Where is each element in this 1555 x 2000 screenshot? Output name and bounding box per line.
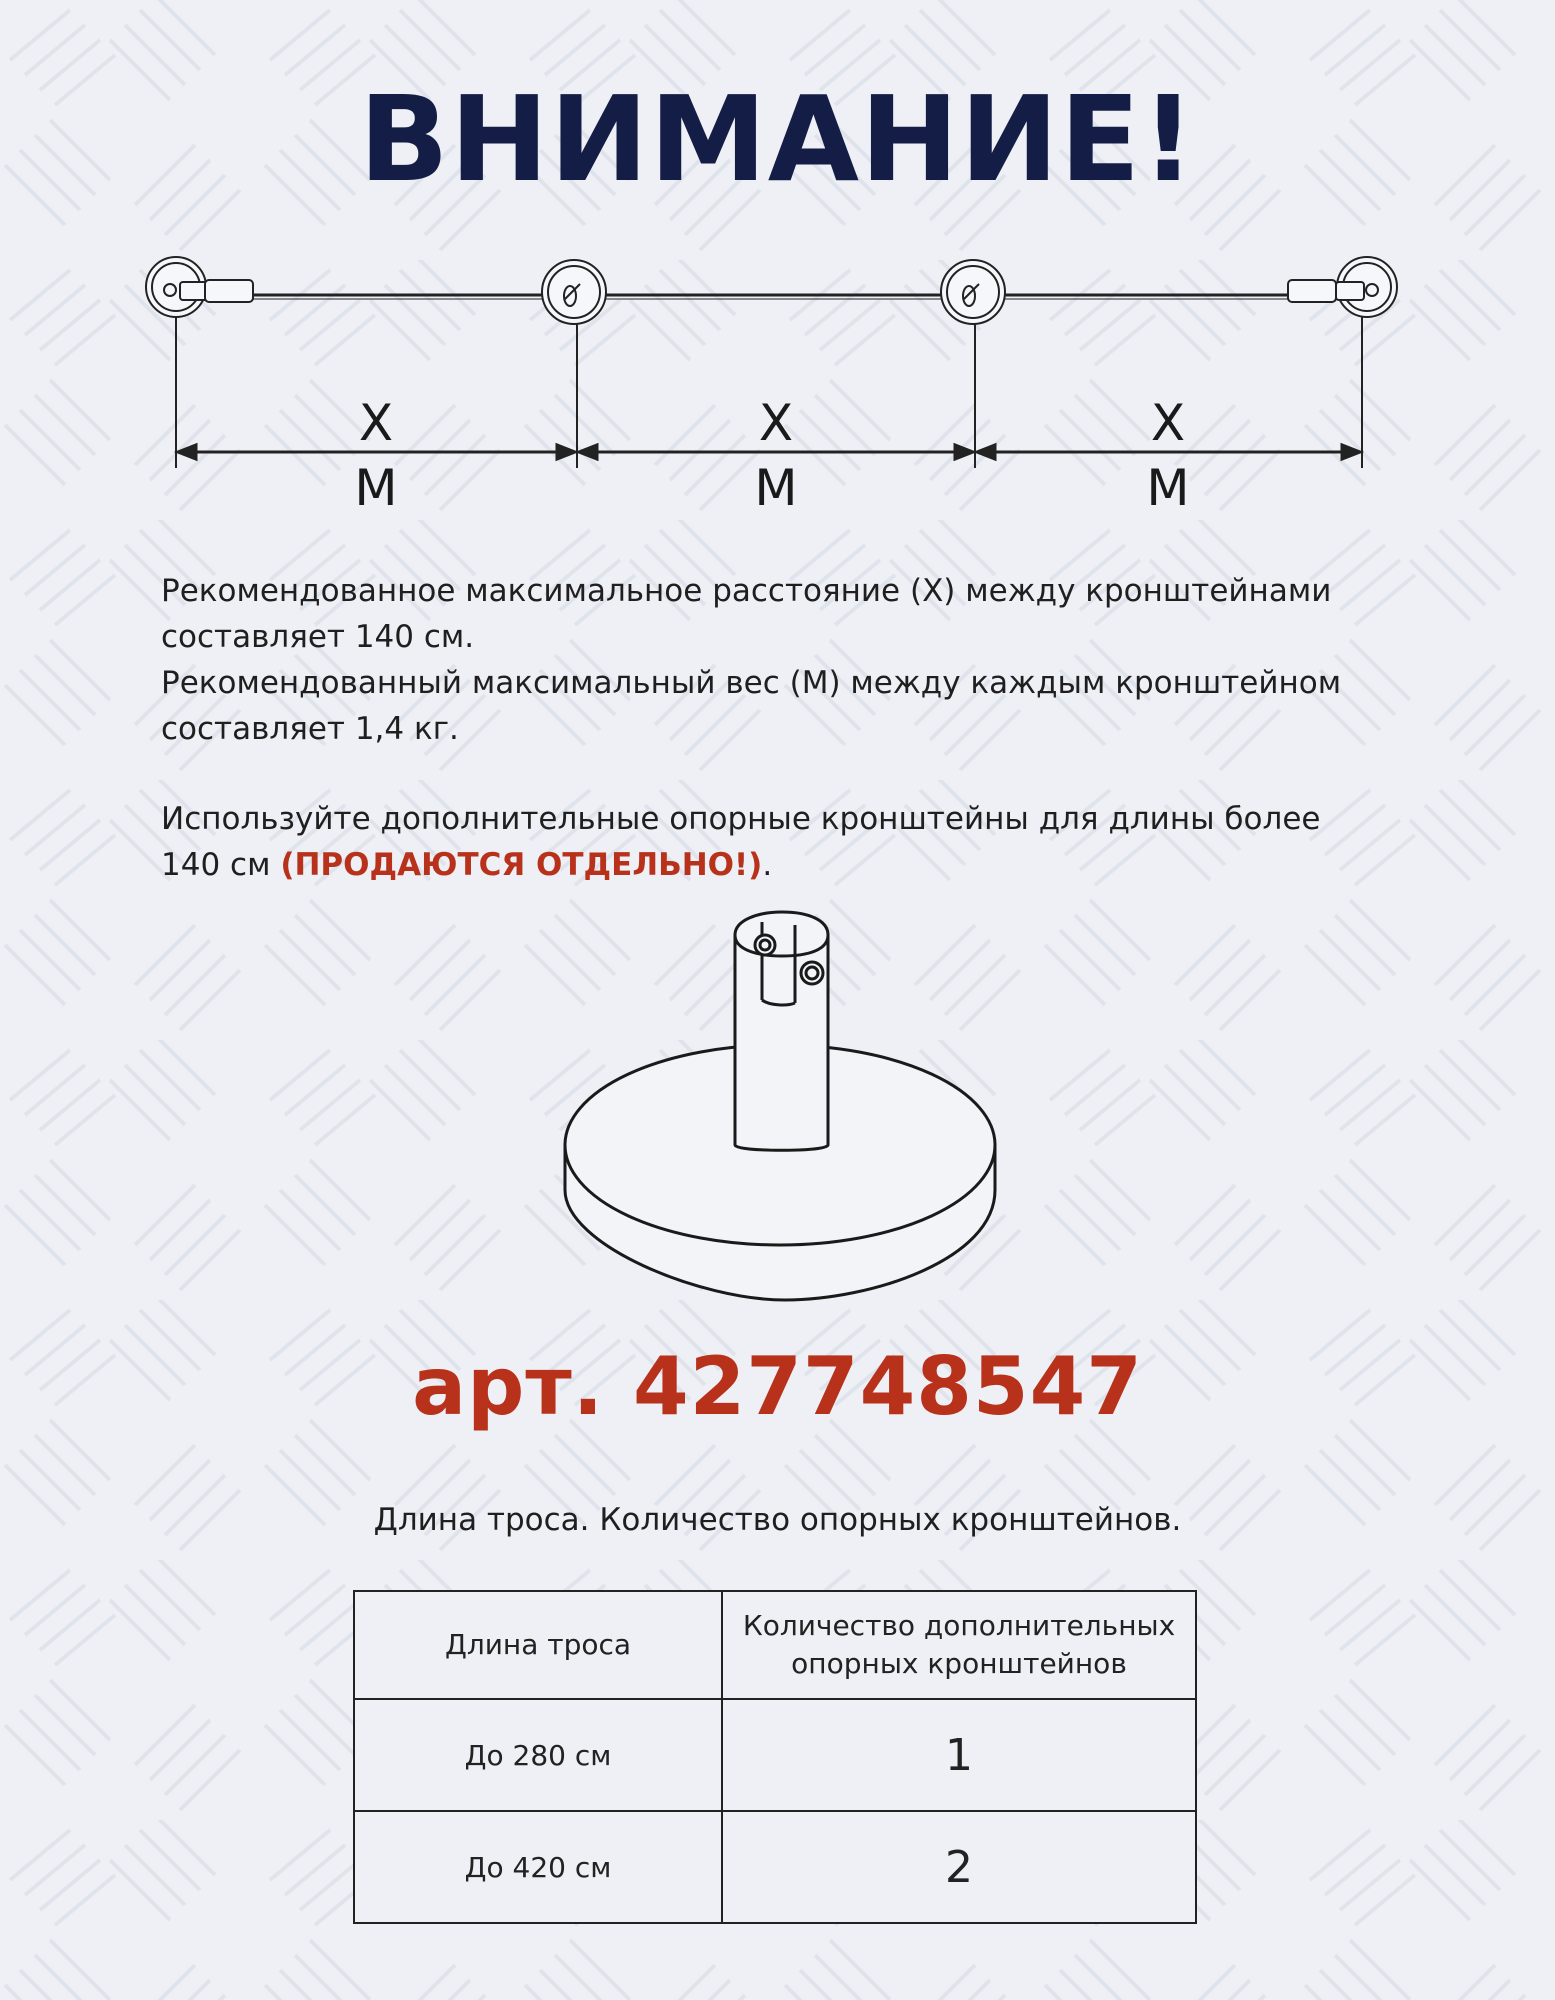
- extra-brackets-note-line-1: Используйте дополнительные опорные кронштейны для длины более: [161, 801, 1321, 837]
- support-bracket-2: [941, 260, 1005, 324]
- brackets-table: [353, 1590, 1197, 1924]
- segment-2-m-label: M: [754, 459, 798, 517]
- support-bracket-illustration: [555, 895, 1005, 1315]
- note-length: 140 см: [161, 847, 281, 883]
- table-row: [354, 1811, 1196, 1923]
- table-header-row: [354, 1591, 1196, 1699]
- weight-note-line-1: Рекомендованный максимальный вес (M) между каждым кронштейном: [161, 665, 1342, 701]
- note-end: .: [762, 847, 773, 883]
- segment-1-x-label: X: [358, 394, 394, 452]
- extra-brackets-note: [161, 796, 1421, 888]
- segment-2-x-label: X: [758, 394, 794, 452]
- table-caption: Длина троса. Количество опорных кронштейнов.: [373, 1502, 1182, 1538]
- end-bracket-left: [146, 257, 253, 317]
- weight-note-line-2: составляет 1,4 кг.: [161, 711, 459, 747]
- header-bracket-count-line-2: опорных кронштейнов: [791, 1647, 1127, 1680]
- row-1-length: До 280 см: [354, 1699, 722, 1811]
- sold-separately-label: (ПРОДАЮТСЯ ОТДЕЛЬНО!): [280, 847, 763, 883]
- header-cable-length: Длина троса: [354, 1591, 722, 1699]
- rod-diagram: [0, 230, 1555, 530]
- distance-note-line-1: Рекомендованное максимальное расстояние (X) между кронштейнами: [161, 573, 1332, 609]
- header-bracket-count: [722, 1591, 1196, 1699]
- header-bracket-count-line-1: Количество дополнительных: [742, 1609, 1176, 1642]
- distance-note: [161, 568, 1421, 660]
- row-2-length: До 420 см: [354, 1811, 722, 1923]
- support-bracket-1: [542, 260, 606, 324]
- article-number: арт. 427748547: [412, 1340, 1143, 1433]
- segment-3-m-label: M: [1146, 459, 1190, 517]
- end-bracket-right: [1288, 257, 1397, 317]
- segment-1-m-label: M: [354, 459, 398, 517]
- extra-brackets-note-line-2: [161, 842, 1421, 888]
- row-1-count: 1: [722, 1699, 1196, 1811]
- distance-note-line-2: составляет 140 см.: [161, 619, 475, 655]
- table-row: [354, 1699, 1196, 1811]
- row-2-count: 2: [722, 1811, 1196, 1923]
- segment-3-x-label: X: [1150, 394, 1186, 452]
- weight-note: [161, 660, 1421, 752]
- page-title: ВНИМАНИЕ!: [358, 70, 1197, 208]
